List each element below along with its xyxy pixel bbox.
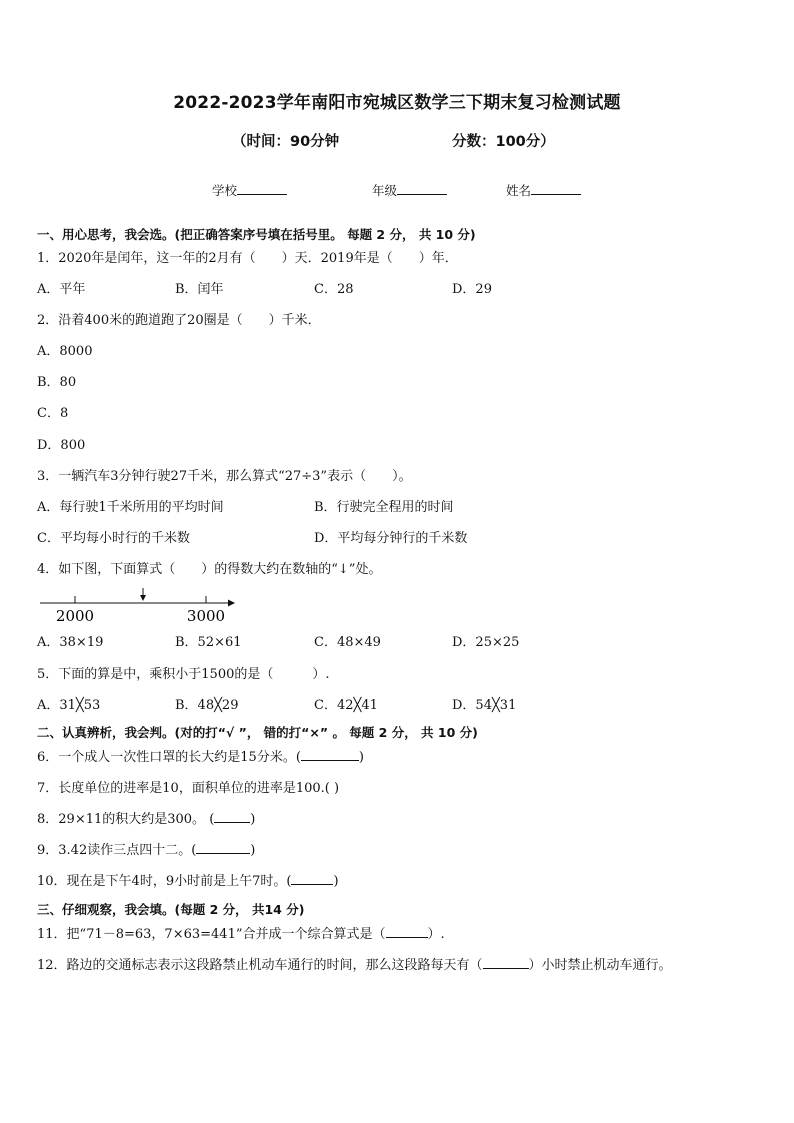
question-3: 3．一辆汽车3分钟行驶27千米，那么算式“27÷3”表示（ ）。 [37,469,412,484]
q9-close: ) [250,843,256,858]
q6-text: 6．一个成人一次性口罩的长大约是15分米。( [37,750,301,765]
label-2000: 2000 [55,607,95,625]
question-9 [37,843,255,859]
q2-option-b: B．80 [37,375,77,390]
question-5: 5．下面的算是中，乘积小于1500的是（ ）. [37,667,330,682]
exam-title: 2022-2023学年南阳市宛城区数学三下期末复习检测试题 [173,93,621,113]
number-line-arrowhead [228,600,235,607]
q8-text: 8．29×11的积大约是300。 ( [37,812,215,827]
q2-option-a: A．8000 [37,344,93,359]
exam-score: 分数：100分） [452,134,555,150]
question-6 [37,750,364,766]
question-12 [37,958,672,974]
question-10 [37,874,339,890]
question-4: 4．如下图，下面算式（ ）的得数大约在数轴的“↓”处。 [37,562,382,577]
q5-option-d: D．54╳31 [452,698,517,713]
q4-option-a: A．38×19 [37,635,104,650]
name-field [506,181,581,199]
q8-close: ) [250,812,256,827]
q1-option-c: C．28 [314,282,354,297]
q11-close: ）. [427,927,445,942]
q10-answer-blank[interactable] [291,884,333,885]
question-2: 2．沿着400米的跑道跑了20圈是（ ）千米． [37,313,321,328]
q11-text: 11．把“71－8=63，7×63=441”合并成一个综合算式是（ [37,927,386,942]
q1-option-b: B．闰年 [175,282,224,297]
school-field [212,181,287,199]
q4-option-b: B．52×61 [175,635,242,650]
name-blank [531,194,581,195]
q10-text: 10．现在是下午4时，9小时前是上午7时。( [37,874,292,889]
q6-close: ) [358,750,364,765]
q9-answer-blank[interactable] [196,853,250,854]
section-1-heading: 一、用心思考，我会选。(把正确答案序号填在括号里。 每题 2 分， 共 10 分) [37,227,476,242]
q6-answer-blank[interactable] [301,760,359,761]
q4-option-c: C．48×49 [314,635,381,650]
q12-close: ）小时禁止机动车通行。 [528,958,672,973]
grade-blank [397,194,447,195]
q8-answer-blank[interactable] [214,822,250,823]
grade-field [372,181,447,199]
q1-option-d: D．29 [452,282,492,297]
q12-answer-blank[interactable] [483,968,529,969]
number-line-figure [38,588,238,626]
question-11 [37,927,445,943]
section-3-heading: 三、仔细观察，我会填。(每题 2 分， 共14 分) [37,902,305,917]
q5-option-c: C．42╳41 [314,698,378,713]
q2-option-d: D．800 [37,438,86,453]
q4-option-d: D．25×25 [452,635,520,650]
q3-option-d: D．平均每分钟行的千米数 [314,531,468,546]
q10-close: ) [333,874,339,889]
q5-option-a: A．31╳53 [37,698,101,713]
down-arrow-icon [140,595,146,601]
q11-answer-blank[interactable] [386,937,428,938]
q5-option-b: B．48╳29 [175,698,239,713]
label-3000: 3000 [186,607,226,625]
school-label: 学校 [212,183,238,198]
q9-text: 9．3.42读作三点四十二。( [37,843,197,858]
name-label: 姓名 [506,183,532,198]
exam-time: （时间：90分钟 [232,134,340,150]
q2-option-c: C．8 [37,406,69,421]
q1-option-a: A．平年 [37,282,86,297]
q3-option-a: A．每行驶1千米所用的平均时间 [37,500,224,515]
question-1: 1．2020年是闰年，这一年的2月有（ ）天．2019年是（ ）年． [37,251,458,266]
grade-label: 年级 [372,183,398,198]
section-2-heading: 二、认真辨析，我会判。(对的打“√ ”， 错的打“×” 。 每题 2 分， 共 10 分) [37,725,478,740]
q3-option-c: C．平均每小时行的千米数 [37,531,190,546]
q3-option-b: B．行驶完全程用的时间 [314,500,454,515]
question-7: 7．长度单位的进率是10，面积单位的进率是100.( ) [37,781,340,796]
school-blank [237,194,287,195]
q12-text: 12．路边的交通标志表示这段路禁止机动车通行的时间，那么这段路每天有（ [37,958,483,973]
question-8 [37,812,255,828]
